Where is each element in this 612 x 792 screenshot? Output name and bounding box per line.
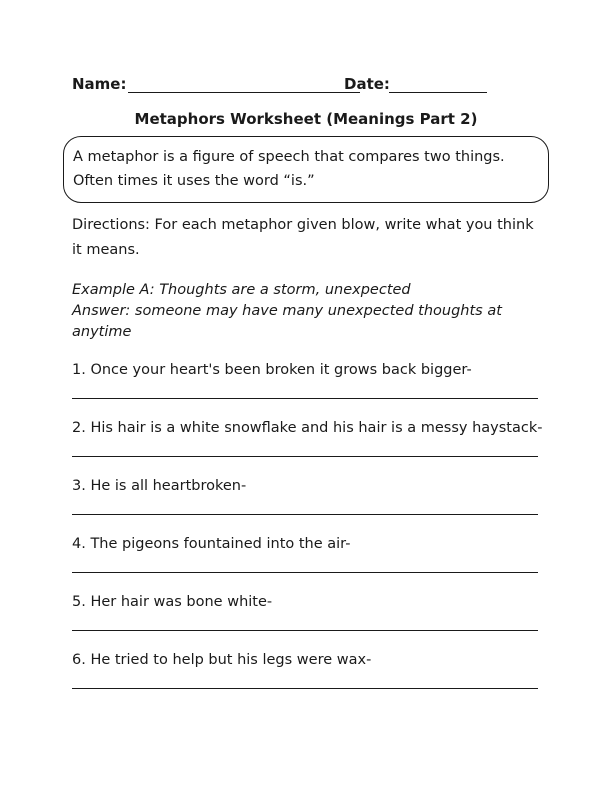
definition-box: [63, 136, 549, 203]
question-6: 6. He tried to help but his legs were wax-: [72, 652, 372, 668]
directions-line-2: it means.: [72, 242, 140, 258]
example-block: [72, 280, 542, 343]
question-1: 1. Once your heart's been broken it grows back bigger-: [72, 362, 472, 378]
example-prompt: Example A: Thoughts are a storm, unexpected: [72, 282, 411, 298]
answer-line-5[interactable]: [72, 630, 538, 631]
answer-line-6[interactable]: [72, 688, 538, 689]
question-5: 5. Her hair was bone white-: [72, 594, 273, 610]
answer-line-2[interactable]: [72, 456, 538, 457]
question-2: 2. His hair is a white snowflake and his hair is a messy haystack-: [72, 420, 543, 436]
answer-line-1[interactable]: [72, 398, 538, 399]
definition-line-2: Often times it uses the word “is.”: [73, 173, 315, 189]
directions: [72, 213, 548, 263]
name-label: Name:: [72, 75, 127, 93]
worksheet-title: Metaphors Worksheet (Meanings Part 2): [134, 110, 478, 128]
definition-line-1: A metaphor is a figure of speech that compares two things.: [73, 149, 505, 165]
date-label: Date:: [344, 75, 390, 93]
answer-line-3[interactable]: [72, 514, 538, 515]
question-3: 3. He is all heartbroken-: [72, 478, 247, 494]
example-answer-line-1: Answer: someone may have many unexpected thoughts at: [72, 303, 502, 319]
date-field-line[interactable]: [389, 92, 487, 93]
header-row: [72, 75, 540, 97]
directions-line-1: Directions: For each metaphor given blow, write what you think: [72, 217, 534, 233]
example-answer-line-2: anytime: [72, 324, 132, 340]
question-4: 4. The pigeons fountained into the air-: [72, 536, 351, 552]
name-field-line[interactable]: [128, 92, 360, 93]
answer-line-4[interactable]: [72, 572, 538, 573]
